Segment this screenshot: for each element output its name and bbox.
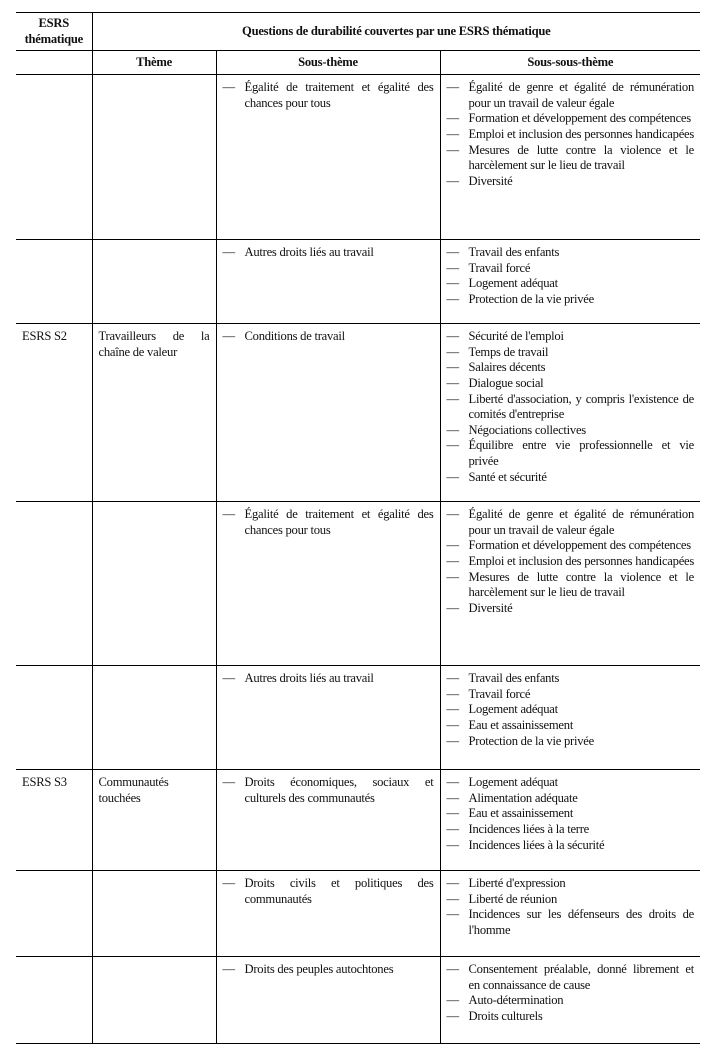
list-item: — Emploi et inclusion des personnes handicapées xyxy=(447,554,695,570)
list-item: — Travail forcé xyxy=(447,687,695,703)
sous-sous-theme-cell xyxy=(440,957,700,1044)
header-sous-sous-theme: Sous-sous-thème xyxy=(440,51,700,75)
theme-cell: Communautés touchées xyxy=(92,770,216,871)
list-item: — Mesures de lutte contre la violence et le harcèlement sur le lieu de travail xyxy=(447,570,695,601)
table-row xyxy=(16,957,700,1044)
list-item: — Temps de travail xyxy=(447,345,695,361)
sous-theme-item: — Égalité de traitement et égalité des chances pour tous xyxy=(223,80,434,111)
esrs-cell xyxy=(16,666,92,770)
list-item: — Sécurité de l'emploi xyxy=(447,329,695,345)
sous-theme-cell xyxy=(216,957,440,1044)
esrs-cell xyxy=(16,957,92,1044)
table-row xyxy=(16,324,700,502)
sous-sous-theme-cell xyxy=(440,240,700,324)
esrs-cell xyxy=(16,75,92,240)
list-item: — Eau et assainissement xyxy=(447,718,695,734)
list-item: — Mesures de lutte contre la violence et le harcèlement sur le lieu de travail xyxy=(447,143,695,174)
list-item: — Incidences liées à la sécurité xyxy=(447,838,695,854)
sous-theme-cell xyxy=(216,666,440,770)
sous-theme-item: — Droits économiques, sociaux et culturels des communautés xyxy=(223,775,434,806)
list-item: — Travail des enfants xyxy=(447,671,695,687)
list-item: — Droits culturels xyxy=(447,1009,695,1025)
list-item: — Protection de la vie privée xyxy=(447,734,695,750)
table-row xyxy=(16,240,700,324)
sous-sous-theme-cell xyxy=(440,871,700,957)
list-item: — Travail forcé xyxy=(447,261,695,277)
list-item: — Emploi et inclusion des personnes handicapées xyxy=(447,127,695,143)
list-item: — Incidences sur les défenseurs des droits de l'homme xyxy=(447,907,695,938)
sous-sous-theme-cell xyxy=(440,75,700,240)
list-item: — Liberté d'expression xyxy=(447,876,695,892)
list-item: — Logement adéquat xyxy=(447,702,695,718)
header-theme: Thème xyxy=(92,51,216,75)
sous-theme-item: — Droits des peuples autochtones xyxy=(223,962,434,978)
sous-sous-theme-cell xyxy=(440,770,700,871)
list-item: — Travail des enfants xyxy=(447,245,695,261)
table-row xyxy=(16,75,700,240)
header-empty xyxy=(16,51,92,75)
header-sous-theme: Sous-thème xyxy=(216,51,440,75)
esrs-cell xyxy=(16,502,92,666)
sous-theme-item: — Autres droits liés au travail xyxy=(223,245,434,261)
esrs-cell: ESRS S3 xyxy=(16,770,92,871)
sous-theme-item: — Droits civils et politiques des communautés xyxy=(223,876,434,907)
list-item: — Diversité xyxy=(447,601,695,617)
theme-cell xyxy=(92,240,216,324)
sous-theme-cell xyxy=(216,324,440,502)
table-row xyxy=(16,502,700,666)
list-item: — Auto-détermination xyxy=(447,993,695,1009)
esrs-cell xyxy=(16,240,92,324)
list-item: — Liberté de réunion xyxy=(447,892,695,908)
list-item: — Négociations collectives xyxy=(447,423,695,439)
list-item: — Formation et développement des compétences xyxy=(447,111,695,127)
sous-theme-cell xyxy=(216,75,440,240)
sous-theme-cell xyxy=(216,770,440,871)
esrs-table xyxy=(16,12,700,1044)
list-item: — Égalité de genre et égalité de rémunération pour un travail de valeur égale xyxy=(447,507,695,538)
theme-cell xyxy=(92,666,216,770)
sous-theme-item: — Égalité de traitement et égalité des chances pour tous xyxy=(223,507,434,538)
table-row xyxy=(16,770,700,871)
theme-cell xyxy=(92,871,216,957)
list-item: — Logement adéquat xyxy=(447,775,695,791)
list-item: — Incidences liées à la terre xyxy=(447,822,695,838)
list-item: — Santé et sécurité xyxy=(447,470,695,486)
header-esrs-thematique: ESRS thématique xyxy=(16,13,92,51)
list-item: — Salaires décents xyxy=(447,360,695,376)
sous-theme-cell xyxy=(216,502,440,666)
sous-sous-theme-cell xyxy=(440,666,700,770)
sous-theme-item: — Conditions de travail xyxy=(223,329,434,345)
list-item: — Liberté d'association, y compris l'existence de comités d'entreprise xyxy=(447,392,695,423)
theme-cell xyxy=(92,957,216,1044)
table-row xyxy=(16,871,700,957)
esrs-cell: ESRS S2 xyxy=(16,324,92,502)
sous-theme-item: — Autres droits liés au travail xyxy=(223,671,434,687)
sous-sous-theme-cell xyxy=(440,502,700,666)
list-item: — Égalité de genre et égalité de rémunération pour un travail de valeur égale xyxy=(447,80,695,111)
list-item: — Logement adéquat xyxy=(447,276,695,292)
list-item: — Formation et développement des compétences xyxy=(447,538,695,554)
theme-cell: Travailleurs de la chaîne de valeur xyxy=(92,324,216,502)
list-item: — Diversité xyxy=(447,174,695,190)
sous-theme-cell xyxy=(216,240,440,324)
list-item: — Protection de la vie privée xyxy=(447,292,695,308)
list-item: — Alimentation adéquate xyxy=(447,791,695,807)
sous-theme-cell xyxy=(216,871,440,957)
header-questions: Questions de durabilité couvertes par une ESRS thématique xyxy=(92,13,700,51)
theme-cell xyxy=(92,502,216,666)
list-item: — Eau et assainissement xyxy=(447,806,695,822)
esrs-cell xyxy=(16,871,92,957)
list-item: — Dialogue social xyxy=(447,376,695,392)
sous-sous-theme-cell xyxy=(440,324,700,502)
list-item: — Équilibre entre vie professionnelle et vie privée xyxy=(447,438,695,469)
list-item: — Consentement préalable, donné librement et en connaissance de cause xyxy=(447,962,695,993)
table-row xyxy=(16,666,700,770)
theme-cell xyxy=(92,75,216,240)
